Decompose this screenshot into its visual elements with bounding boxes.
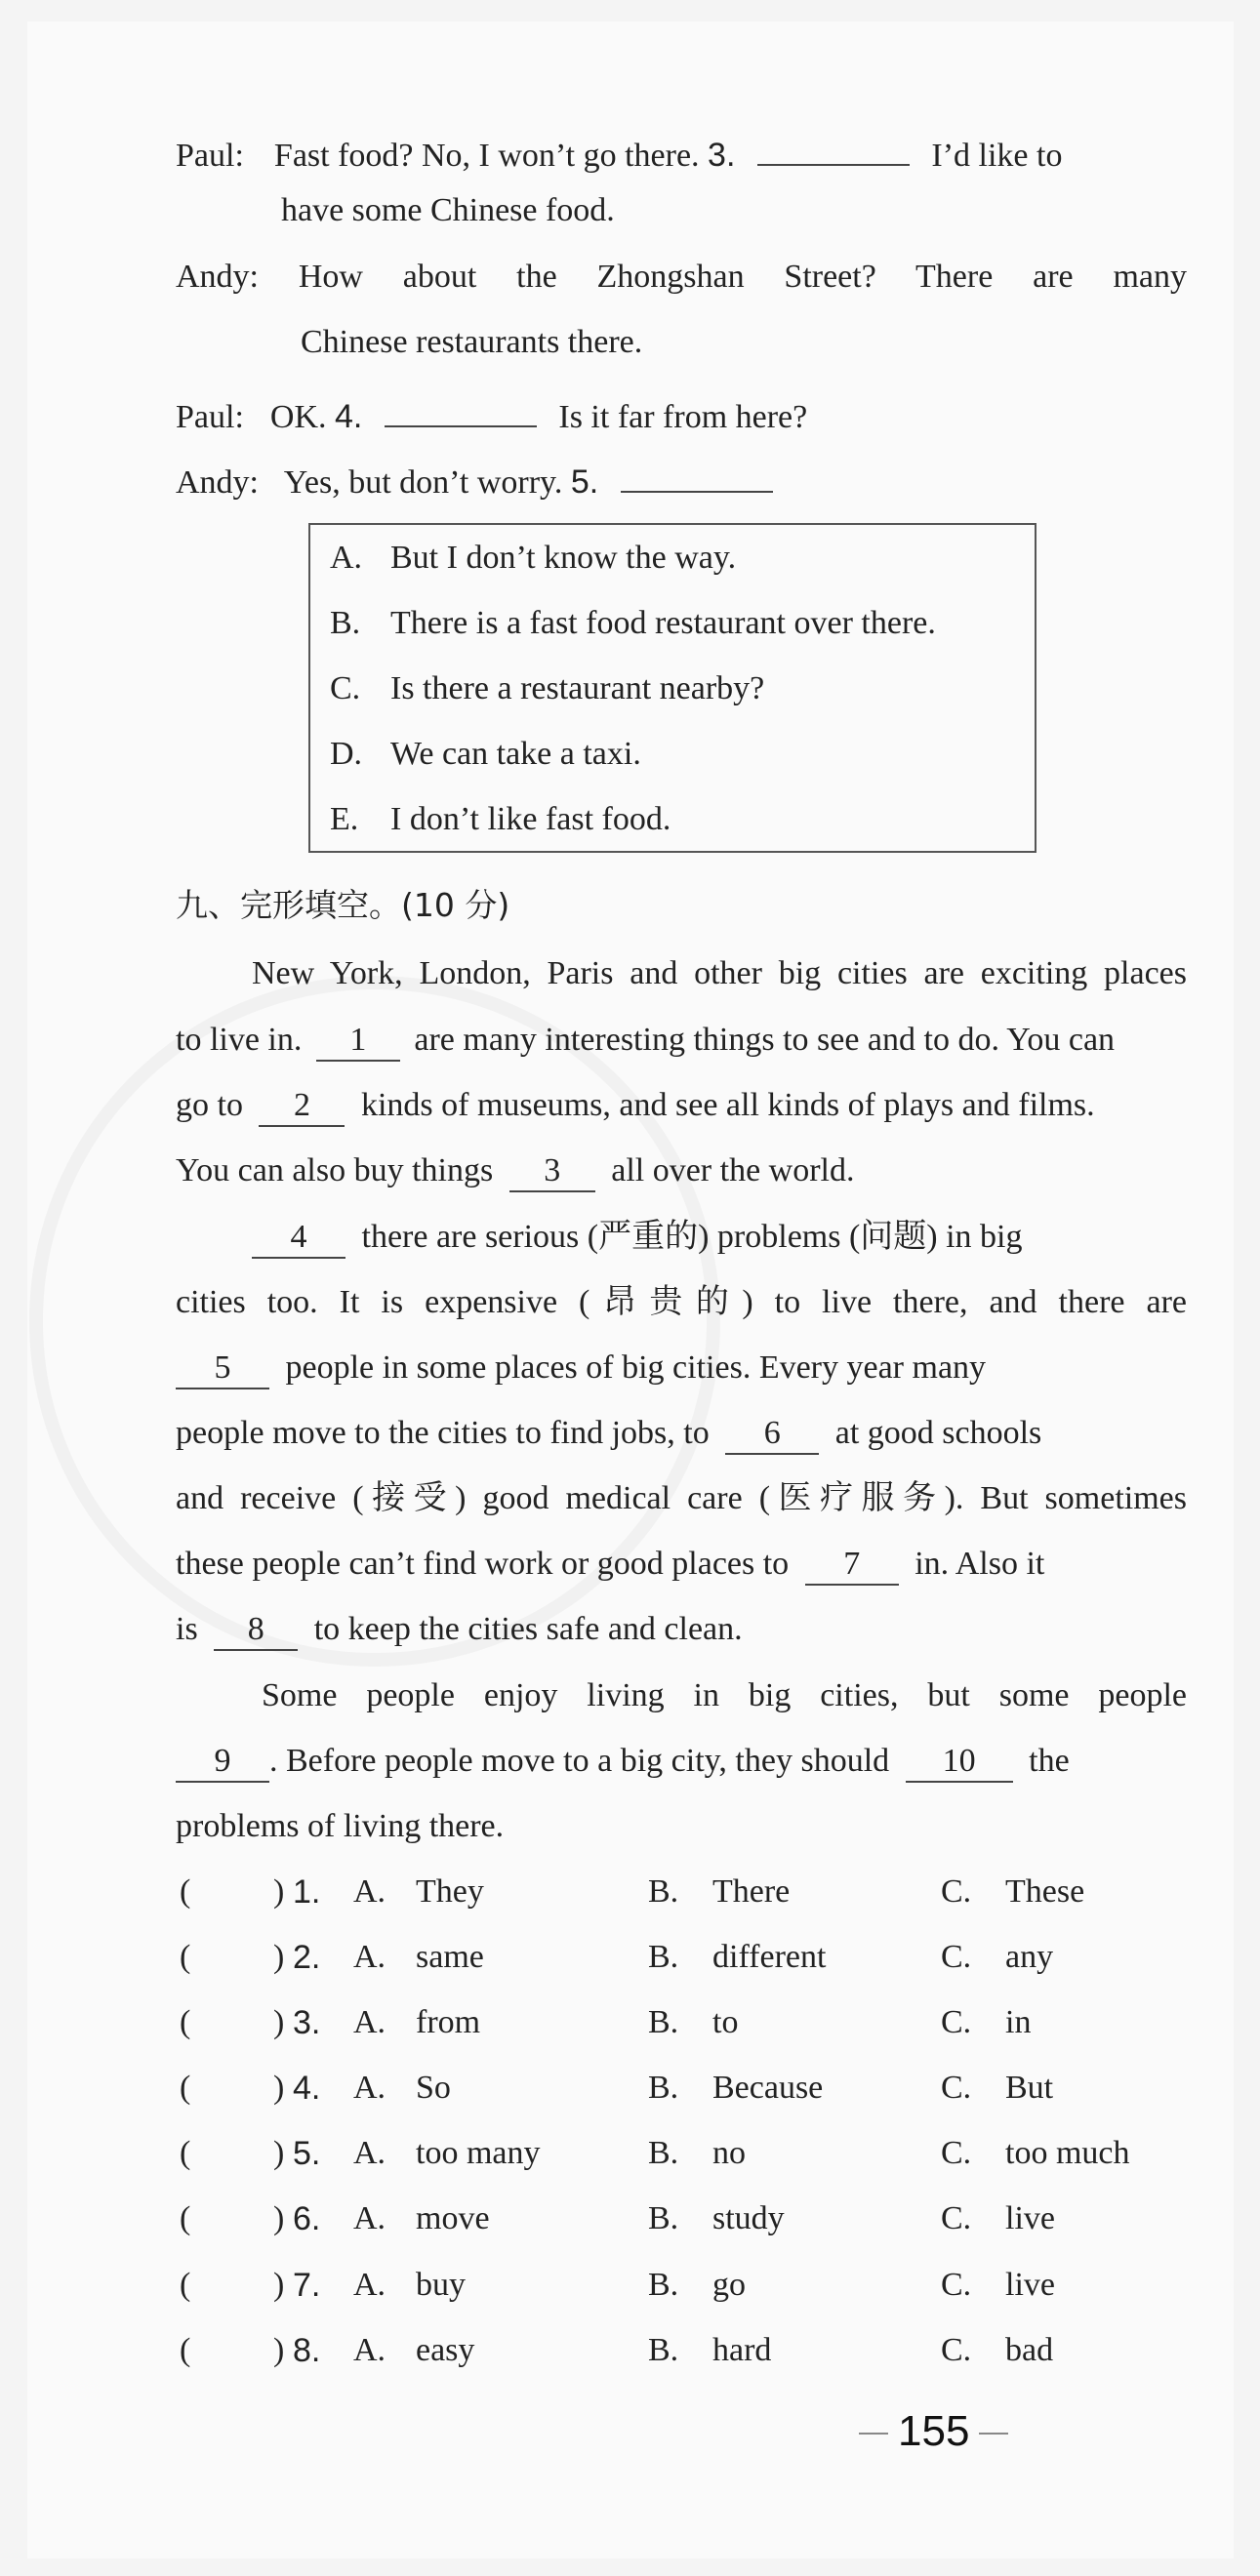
option-text: There is a fast food restaurant over there. — [390, 605, 936, 641]
cloze-blank-6[interactable]: 6 — [725, 1414, 819, 1455]
dialog-text: have some Chinese food. — [281, 192, 615, 228]
dialog-line-4 — [301, 321, 642, 364]
answer-paren-close: ) — [273, 2004, 285, 2040]
choice-label-c: C. — [941, 1939, 972, 1975]
choice-label-c: C. — [941, 2070, 972, 2106]
answer-paren-close: ) — [273, 2267, 285, 2303]
choice-label-b: B. — [648, 1939, 679, 1975]
option-text: I don’t like fast food. — [390, 801, 671, 837]
passage-text: cities too. It is expensive (昂贵的) to live there, and there are — [176, 1284, 1187, 1320]
choice-c[interactable]: bad — [1005, 2332, 1054, 2368]
choice-label-b: B. — [648, 2004, 679, 2040]
dialog-text: Chinese restaurants there. — [301, 324, 643, 360]
choice-label-a: A. — [353, 2332, 386, 2368]
answer-paren-close: ) — [273, 1873, 285, 1910]
dialog-text: Is it far from here? — [558, 399, 808, 435]
passage-text: at good schools — [834, 1415, 1042, 1451]
choice-b[interactable]: no — [712, 2135, 746, 2171]
passage-text: in. Also it — [915, 1546, 1045, 1582]
question-number: 4. — [293, 2070, 321, 2107]
question-number: 6. — [293, 2200, 321, 2237]
cloze-blank-8[interactable]: 8 — [214, 1610, 298, 1651]
choice-label-c: C. — [941, 2267, 972, 2303]
passage-text: are many interesting things to see and to do. You can — [414, 1022, 1116, 1058]
option-item — [330, 602, 936, 645]
passage-line — [262, 1674, 1187, 1717]
passage-line — [252, 952, 1187, 995]
passage-line — [176, 1805, 504, 1848]
question-row-7 — [176, 2264, 1191, 2307]
passage-line — [176, 1608, 743, 1651]
option-letter: D. — [330, 736, 363, 772]
dialog-line-6 — [176, 452, 787, 504]
answer-paren[interactable]: ( — [180, 2004, 191, 2040]
dialog-text: I’d like to — [931, 138, 1063, 174]
choice-a[interactable]: They — [416, 1873, 484, 1910]
question-row-2 — [176, 1936, 1191, 1979]
answer-paren-close: ) — [273, 2135, 285, 2171]
question-row-5 — [176, 2132, 1191, 2175]
speaker: Paul: — [176, 399, 244, 435]
cloze-blank-5[interactable]: 5 — [176, 1348, 269, 1389]
dialog-line-1 — [176, 125, 1187, 178]
passage-text: people move to the cities to find jobs, to — [176, 1415, 710, 1451]
passage-text: . Before people move to a big city, they should — [269, 1743, 890, 1779]
choice-a[interactable]: too many — [416, 2135, 541, 2171]
answer-paren[interactable]: ( — [180, 2332, 191, 2368]
passage-text: You can also buy things — [176, 1152, 494, 1188]
answer-paren-close: ) — [273, 2070, 285, 2106]
option-letter: A. — [330, 540, 363, 576]
choice-a[interactable]: buy — [416, 2267, 466, 2303]
choice-c[interactable]: But — [1005, 2070, 1054, 2106]
choice-label-a: A. — [353, 1873, 386, 1910]
answer-paren[interactable]: ( — [180, 2070, 191, 2106]
answer-paren-close: ) — [273, 1939, 285, 1975]
choice-label-c: C. — [941, 2135, 972, 2171]
cloze-blank-4[interactable]: 4 — [252, 1218, 345, 1259]
choice-label-c: C. — [941, 2004, 972, 2040]
speaker: Paul: — [176, 138, 244, 174]
choice-c[interactable]: too much — [1005, 2135, 1130, 2171]
choice-label-b: B. — [648, 2200, 679, 2236]
option-item — [330, 537, 736, 580]
answer-paren[interactable]: ( — [180, 2267, 191, 2303]
choice-a[interactable]: So — [416, 2070, 451, 2106]
passage-line — [252, 1216, 1187, 1259]
choice-a[interactable]: same — [416, 1939, 484, 1975]
blank-number: 5. — [570, 463, 599, 501]
question-row-1 — [176, 1871, 1191, 1913]
choice-b[interactable]: different — [712, 1939, 827, 1975]
dialog-text: Fast food? No, I won’t go there. — [273, 138, 700, 174]
choice-c[interactable]: any — [1005, 1939, 1054, 1975]
answer-blank-3[interactable] — [757, 125, 910, 166]
cloze-blank-2[interactable]: 2 — [259, 1086, 345, 1127]
question-number: 2. — [293, 1939, 321, 1976]
passage-text: to keep the cities safe and clean. — [313, 1611, 743, 1647]
question-number: 5. — [293, 2135, 321, 2172]
passage-text: these people can’t find work or good places to — [176, 1546, 790, 1582]
cloze-blank-3[interactable]: 3 — [509, 1151, 595, 1192]
blank-number: 3. — [708, 137, 736, 174]
option-item — [330, 667, 764, 710]
question-row-3 — [176, 2001, 1191, 2044]
dialog-line-2 — [281, 189, 615, 232]
options-box — [308, 523, 1036, 853]
passage-line — [176, 1740, 1187, 1783]
cloze-blank-9[interactable]: 9 — [176, 1742, 269, 1783]
cloze-blank-10[interactable]: 10 — [906, 1742, 1013, 1783]
choice-b[interactable]: There — [712, 1873, 791, 1910]
cloze-blank-7[interactable]: 7 — [805, 1545, 899, 1586]
choice-label-c: C. — [941, 1873, 972, 1910]
answer-paren[interactable]: ( — [180, 2200, 191, 2236]
passage-text: there are serious (严重的) problems (问题) in big — [361, 1219, 1023, 1255]
option-item — [330, 798, 671, 841]
passage-line — [176, 1412, 1187, 1455]
passage-text: problems of living there. — [176, 1808, 505, 1844]
answer-paren[interactable]: ( — [180, 1873, 191, 1910]
question-number: 7. — [293, 2267, 321, 2304]
choice-label-b: B. — [648, 2070, 679, 2106]
choice-c[interactable]: live — [1005, 2200, 1055, 2236]
answer-paren-close: ) — [273, 2332, 285, 2368]
choice-c[interactable]: in — [1005, 2004, 1032, 2040]
dialog-text: How about the Zhongshan Street? There are many — [298, 259, 1187, 295]
choice-label-a: A. — [353, 2135, 386, 2171]
answer-blank-5[interactable] — [621, 452, 773, 493]
question-number: 8. — [293, 2332, 321, 2369]
blank-number: 4. — [335, 398, 363, 435]
choice-label-a: A. — [353, 1939, 386, 1975]
choice-label-b: B. — [648, 2332, 679, 2368]
question-row-8 — [176, 2329, 1191, 2372]
page-number-text: 155 — [898, 2407, 970, 2455]
cloze-blank-1[interactable]: 1 — [316, 1021, 400, 1062]
passage-text: Some people enjoy living in big cities, but some people — [262, 1677, 1187, 1713]
question-row-4 — [176, 2067, 1191, 2110]
question-number: 1. — [293, 1873, 321, 1911]
dialog-line-5 — [176, 386, 807, 439]
question-row-6 — [176, 2197, 1191, 2240]
passage-line — [176, 1281, 1187, 1324]
passage-text: and receive (接受) good medical care (医疗服务). But sometimes — [176, 1480, 1187, 1516]
option-letter: C. — [330, 670, 361, 706]
choice-a[interactable]: from — [416, 2004, 481, 2040]
speaker: Andy: — [176, 464, 259, 501]
passage-line — [176, 1347, 1187, 1389]
passage-line — [176, 1477, 1187, 1520]
page-number-dash-right — [979, 2433, 1008, 2435]
option-letter: B. — [330, 605, 361, 641]
passage-text: kinds of museums, and see all kinds of plays and films. — [360, 1087, 1095, 1123]
choice-b[interactable]: to — [712, 2004, 739, 2040]
page-number — [849, 2404, 1018, 2459]
passage-line — [176, 1149, 855, 1192]
option-text: We can take a taxi. — [390, 736, 641, 772]
dialog-line-3 — [176, 256, 1187, 299]
page-number-dash-left — [859, 2433, 888, 2435]
option-letter: E. — [330, 801, 359, 837]
answer-paren[interactable]: ( — [180, 1939, 191, 1975]
choice-b[interactable]: study — [712, 2200, 785, 2236]
passage-text: is — [176, 1611, 198, 1647]
dialog-text: Yes, but don’t worry. — [283, 464, 563, 501]
choice-label-a: A. — [353, 2267, 386, 2303]
passage-text: the — [1029, 1743, 1070, 1779]
choice-label-c: C. — [941, 2332, 972, 2368]
choice-label-b: B. — [648, 1873, 679, 1910]
choice-label-c: C. — [941, 2200, 972, 2236]
passage-line — [176, 1019, 1187, 1062]
option-item — [330, 733, 641, 776]
passage-line — [176, 1543, 1187, 1586]
answer-paren-close: ) — [273, 2200, 285, 2236]
choice-label-b: B. — [648, 2267, 679, 2303]
passage-text: people in some places of big cities. Every year many — [285, 1349, 987, 1386]
choice-label-a: A. — [353, 2200, 386, 2236]
choice-a[interactable]: move — [416, 2200, 490, 2236]
option-text: Is there a restaurant nearby? — [390, 670, 765, 706]
passage-text: go to — [176, 1087, 243, 1123]
choice-b[interactable]: Because — [712, 2070, 824, 2106]
option-text: But I don’t know the way. — [390, 540, 737, 576]
choice-label-b: B. — [648, 2135, 679, 2171]
choice-a[interactable]: easy — [416, 2332, 475, 2368]
choice-c[interactable]: live — [1005, 2267, 1055, 2303]
answer-blank-4[interactable] — [385, 386, 537, 427]
section-title: 九、完形填空。(10 分) — [176, 886, 510, 924]
choice-label-a: A. — [353, 2004, 386, 2040]
passage-line — [176, 1084, 1187, 1127]
answer-paren[interactable]: ( — [180, 2135, 191, 2171]
dialog-text: OK. — [269, 399, 327, 435]
passage-text: all over the world. — [611, 1152, 855, 1188]
choice-b[interactable]: hard — [712, 2332, 772, 2368]
choice-label-a: A. — [353, 2070, 386, 2106]
passage-text: New York, London, Paris and other big cities are exciting places — [252, 955, 1187, 991]
choice-c[interactable]: These — [1005, 1873, 1085, 1910]
question-number: 3. — [293, 2004, 321, 2041]
choice-b[interactable]: go — [712, 2267, 746, 2303]
speaker: Andy: — [176, 259, 259, 295]
passage-text: to live in. — [176, 1022, 303, 1058]
